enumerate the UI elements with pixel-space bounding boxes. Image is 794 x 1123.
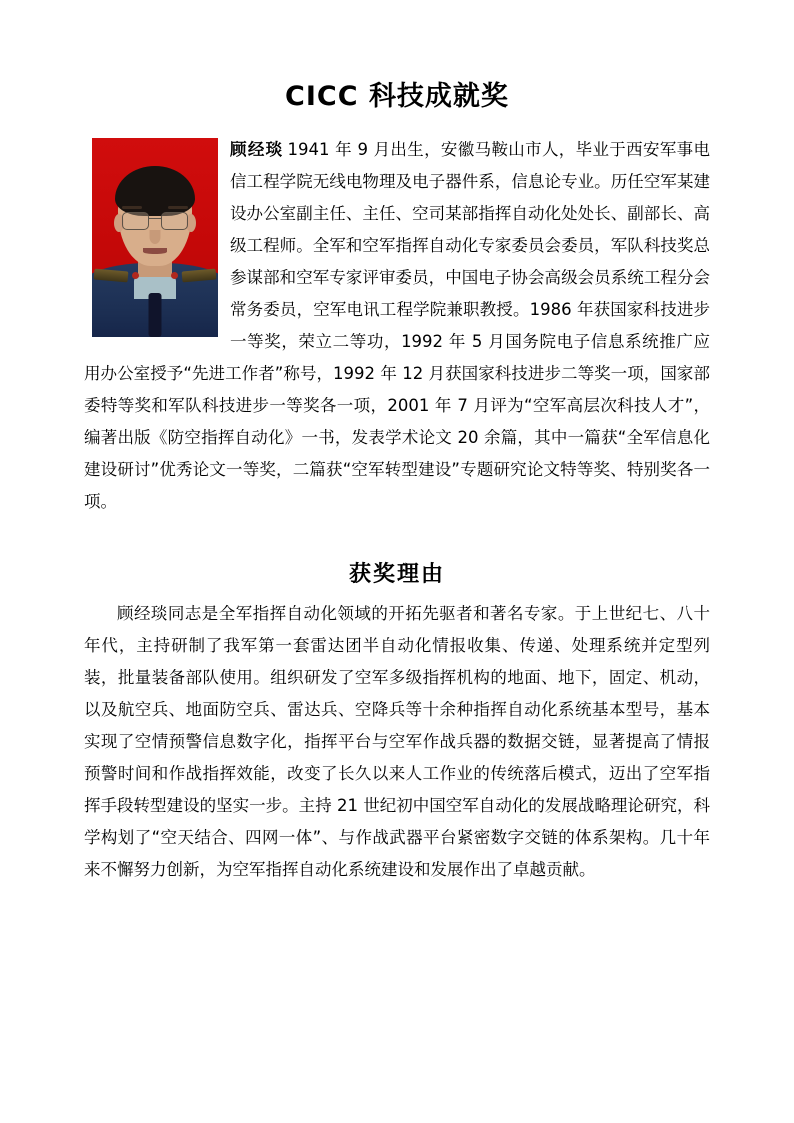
page-title: CICC 科技成就奖	[285, 81, 509, 112]
award-reason-heading: 获奖理由	[348, 561, 445, 587]
necktie	[149, 293, 162, 337]
bio-section	[84, 112, 710, 518]
biography-text: 1941 年 9 月出生，安徽马鞍山市人，毕业于西安军事电信工程学院无线电物理及电子器件系，信息论专业。历任空军某建设办公室副主任、主任、空司某部指挥自动化处处长、副部长、高级工程师。全军和空军指挥自动化专家委员会委员，军队科技奖总参谋部和空军专家评审委员，中国电子协会高级会员系统工程分会常务委员，空军电讯工程学院兼职教授。1986 年获国家科技进步一等奖，荣立二等功，1992 年 5 月国务院电子信息系统推广应用办公室授予“先进工作者”称号，1992 年 12 月获国家科技进步二等奖一项，国家部委特等奖和军队科技进步一等奖各一项，2001 年 7 月评为“空军高层次科技人才”，编著出版《防空指挥自动化》一书，发表学术论文 20 余篇，其中一篇获“全军信息化建设研讨”优秀论文一等奖，二篇获“空军转型建设”专题研究论文特等奖、特别奖各一项。	[84, 139, 710, 511]
eyebrow-right	[168, 206, 188, 209]
eyeglasses-icon	[122, 212, 188, 229]
person-name: 顾经琰	[230, 139, 284, 159]
eyebrow-left	[122, 206, 142, 209]
mouth	[143, 248, 167, 254]
award-reason-section	[84, 518, 710, 886]
portrait-photo	[92, 138, 218, 337]
collar-insignia-left	[132, 272, 139, 279]
nose	[150, 230, 161, 244]
lens-right	[161, 212, 188, 230]
glasses-bridge	[148, 218, 162, 220]
lens-left	[122, 212, 149, 230]
award-reason-text: 顾经琰同志是全军指挥自动化领域的开拓先驱者和著名专家。于上世纪七、八十年代，主持研制了我军第一套雷达团半自动化情报收集、传递、处理系统并定型列装，批量装备部队使用。组织研发了空军多级指挥机构的地面、地下，固定、机动，以及航空兵、地面防空兵、雷达兵、空降兵等十余种指挥自动化系统基本型号，基本实现了空情预警信息数字化，指挥平台与空军作战兵器的数据交链，显著提高了情报预警时间和作战指挥效能，改变了长久以来人工作业的传统落后模式，迈出了空军指挥手段转型建设的坚实一步。主持 21 世纪初中国空军自动化的发展战略理论研究，科学构划了“空天结合、四网一体”、与作战武器平台紧密数字交链的体系架构。几十年来不懈努力创新，为空军指挥自动化系统建设和发展作出了卓越贡献。	[84, 604, 710, 880]
collar-insignia-right	[171, 272, 178, 279]
